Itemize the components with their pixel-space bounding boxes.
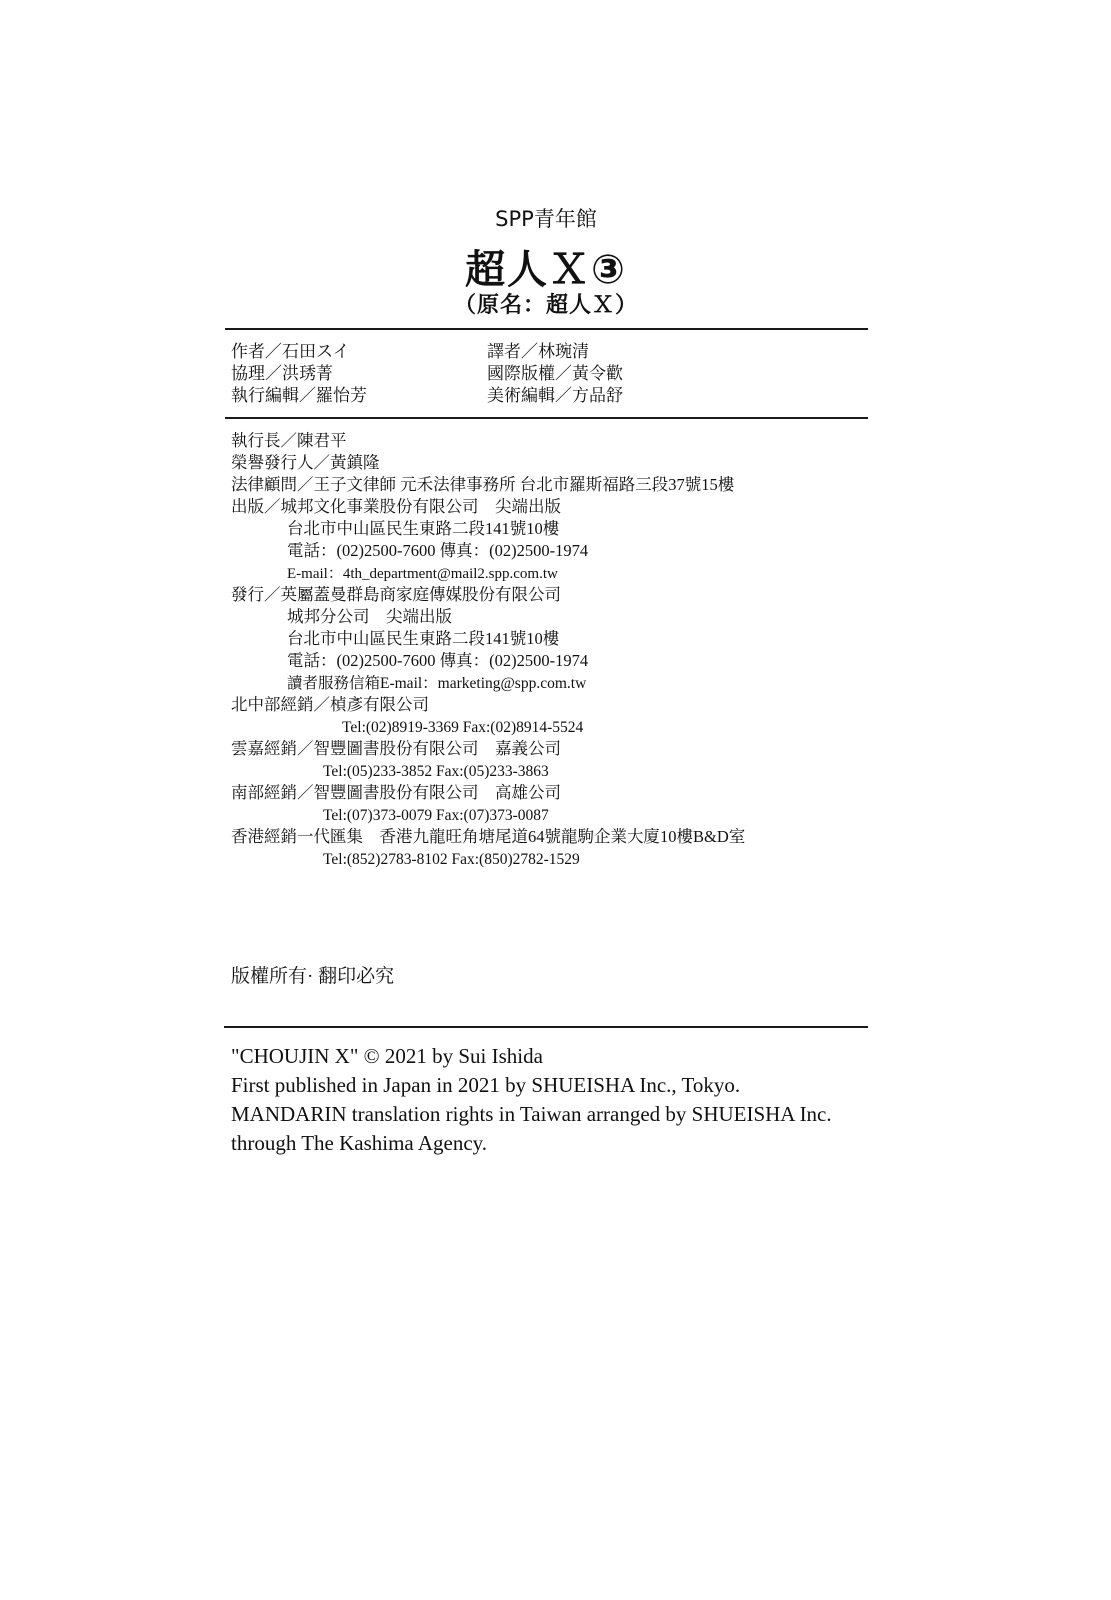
- credit-translator: 譯者／林琬清: [487, 342, 589, 361]
- copyright-line: "CHOUJIN X" © 2021 by Sui Ishida: [231, 1044, 543, 1068]
- credit-manager: 協理／洪琇菁: [231, 364, 333, 383]
- agency-line: through The Kashima Agency.: [231, 1131, 488, 1155]
- hongkong-contact: Tel:(852)2783-8102 Fax:(850)2782-1529: [323, 851, 580, 868]
- credit-intl-rights: 國際版權／黃令歡: [487, 364, 623, 383]
- honorary-publisher-line: 榮譽發行人／黃鎮隆: [231, 453, 380, 472]
- reader-service-email: 讀者服務信箱E-mail：marketing@spp.com.tw: [287, 675, 587, 692]
- distributor-address: 台北市中山區民生東路二段141號10樓: [287, 629, 560, 648]
- distributor-branch: 城邦分公司 尖端出版: [287, 607, 452, 626]
- original-title: （原名：超人Ｘ）: [453, 293, 638, 318]
- publisher-line: 出版／城邦文化事業股份有限公司 尖端出版: [231, 497, 561, 516]
- north-central-distributor: 北中部經銷／楨彥有限公司: [231, 695, 429, 714]
- imprint-name: SPP青年館: [495, 207, 597, 231]
- divider-top: [225, 328, 868, 330]
- credit-author: 作者／石田スイ: [231, 342, 350, 361]
- publisher-phone: 電話：(02)2500-7600 傳真：(02)2500-1974: [287, 541, 589, 560]
- divider-bottom: [224, 1026, 868, 1028]
- credit-exec-editor: 執行編輯／羅怡芳: [231, 386, 367, 405]
- divider-middle: [225, 417, 868, 419]
- first-published-line: First published in Japan in 2021 by SHUEISHA Inc., Tokyo.: [231, 1073, 741, 1097]
- north-central-contact: Tel:(02)8919-3369 Fax:(02)8914-5524: [342, 719, 584, 736]
- publisher-address: 台北市中山區民生東路二段141號10樓: [287, 519, 560, 538]
- south-contact: Tel:(07)373-0079 Fax:(07)373-0087: [323, 807, 549, 824]
- yunjia-distributor: 雲嘉經銷／智豐圖書股份有限公司 嘉義公司: [231, 739, 561, 758]
- hongkong-distributor: 香港經銷一代匯集 香港九龍旺角塘尾道64號龍駒企業大廈10樓B&D室: [231, 827, 746, 846]
- ceo-line: 執行長／陳君平: [231, 431, 347, 450]
- distributor-phone: 電話：(02)2500-7600 傳真：(02)2500-1974: [287, 651, 589, 670]
- rights-notice: 版權所有· 翻印必究: [231, 966, 395, 987]
- legal-advisor-line: 法律顧問／王子文律師 元禾法律事務所 台北市羅斯福路三段37號15樓: [231, 475, 735, 494]
- distributor-line: 發行／英屬蓋曼群島商家庭傳媒股份有限公司: [231, 585, 561, 604]
- book-title: 超人Ｘ③: [465, 247, 627, 293]
- publisher-email: E-mail：4th_department@mail2.spp.com.tw: [287, 566, 558, 582]
- credit-art-editor: 美術編輯／方品舒: [487, 386, 623, 405]
- translation-rights-line: MANDARIN translation rights in Taiwan arranged by SHUEISHA Inc.: [231, 1102, 832, 1126]
- south-distributor: 南部經銷／智豐圖書股份有限公司 高雄公司: [231, 783, 561, 802]
- yunjia-contact: Tel:(05)233-3852 Fax:(05)233-3863: [323, 763, 549, 780]
